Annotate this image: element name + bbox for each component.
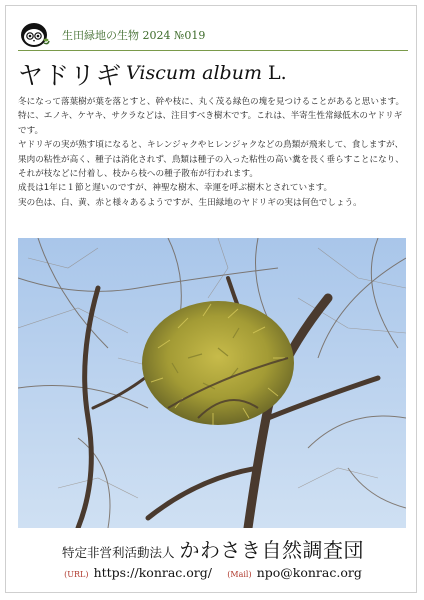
scientific-name bbox=[126, 62, 287, 84]
scientific-author: L. bbox=[268, 62, 287, 84]
mascot-icon bbox=[18, 18, 50, 48]
url-tag: (URL) bbox=[64, 570, 89, 579]
paragraph: 実の色は、白、黄、赤と様々あるようですが、生田緑地のヤドリギの実は何色でしょう。 bbox=[18, 197, 362, 208]
header-bar bbox=[18, 18, 408, 51]
paragraph: 成長は1年に１節と遅いのですが、神聖な樹木、幸運を呼ぶ樹木とされています。 bbox=[18, 183, 333, 194]
paragraph: 冬になって落葉樹が葉を落とすと、幹や枝に、丸く茂る緑色の塊を見つけることがあると思います。特に、エノキ、ケヤキ、サクラなどは、注目すべき樹木です。これは、半寄生性常緑低木のヤドリギです。 bbox=[18, 97, 405, 136]
contact-line bbox=[18, 562, 408, 581]
mistletoe-photo bbox=[18, 238, 406, 528]
mail-tag: (Mail) bbox=[227, 570, 252, 579]
organization-line bbox=[18, 534, 408, 563]
japanese-name: ヤドリギ bbox=[18, 61, 123, 90]
email-link[interactable]: npo@konrac.org bbox=[256, 565, 362, 580]
series-heading bbox=[62, 27, 205, 43]
series-title: 生田緑地の生物 bbox=[62, 29, 139, 42]
series-year: 2024 bbox=[142, 29, 171, 42]
footer bbox=[18, 534, 408, 584]
website-link[interactable]: https://konrac.org/ bbox=[93, 565, 212, 580]
scientific-binomial: Viscum album bbox=[126, 62, 262, 84]
series-issue: №019 bbox=[174, 29, 206, 42]
article-body bbox=[18, 95, 408, 210]
paragraph: ヤドリギの実が熟す頃になると、キレンジャクやヒレンジャクなどの鳥類が飛来して、食しますが、果肉の粘性が高く、種子は消化されず、鳥類は種子の入った粘性の高い糞を長く垂らすことになり、それが枝などに付着し、枝から枝への種子散布が行われます。 bbox=[18, 140, 404, 180]
species-title bbox=[18, 56, 408, 90]
organization-type: 特定非営利活動法人 bbox=[61, 545, 175, 560]
organization-name: かわさき自然調査団 bbox=[179, 538, 365, 562]
mistletoe-photo-image bbox=[18, 238, 406, 528]
